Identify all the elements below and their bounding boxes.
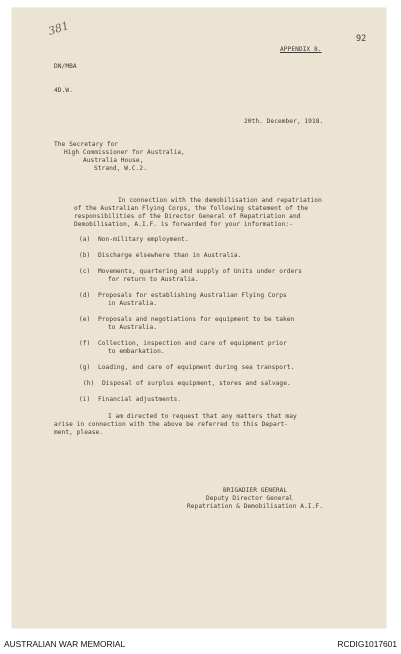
item-letter: (b) [79,252,91,259]
document-page [12,8,386,628]
item-text: Proposals for establishing Australian Flying Corps [98,292,287,299]
paragraph-line: responsibilities of the Director General of Repatriation and [74,213,301,220]
signature-title: Deputy Director General [206,495,293,502]
signature-rank: BRIGADIER GENERAL [223,487,288,494]
paragraph-line: I am directed to request that any matters that may [108,413,297,420]
reference-1: DN/MBA [54,63,77,70]
letter-date: 20th. December, 1918. [244,118,324,125]
item-text: Movements, quartering and supply of Units under orders [98,268,302,275]
addressee-line: Strand, W.C.2. [94,165,147,172]
paragraph-line: In connection with the demobilisation and repatriation [118,197,322,204]
item-text: Loading, and care of equipment during sea transport. [98,364,295,371]
item-text: to embarkation. [108,348,165,355]
item-text: Financial adjustments. [98,396,182,403]
item-text: Collection, inspection and care of equipment prior [98,340,287,347]
item-letter: (f) [79,340,91,347]
paragraph-line: Demobilisation, A.I.F. is forwarded for your information:- [74,221,293,228]
item-text: for return to Australia. [108,276,199,283]
paragraph-line: ment, please. [54,429,104,436]
item-letter: (i) [79,396,91,403]
folio-number: 381 [46,19,71,38]
signature-department: Repatriation & Demobilisation A.I.F. [187,503,323,510]
item-letter: (e) [79,316,91,323]
reference-2: 4D.W. [54,87,73,94]
item-text: in Australia. [108,300,158,307]
item-text: to Australia. [108,324,158,331]
paragraph-line: of the Australian Flying Corps, the following statement of the [74,205,309,212]
item-letter: (g) [79,364,91,371]
item-letter: (h) [83,380,95,387]
item-letter: (d) [79,292,91,299]
appendix-label: APPENDIX 8. [280,46,322,53]
item-letter: (c) [79,268,91,275]
paragraph-line: arise in connection with the above be referred to this Depart- [54,421,289,428]
item-text: Proposals and negotiations for equipment to be taken [98,316,295,323]
item-text: Discharge elsewhere than in Australia. [98,252,242,259]
page-number: 92 [356,34,367,44]
item-letter: (a) [79,236,91,243]
footer-institution: AUSTRALIAN WAR MEMORIAL [4,639,126,649]
footer-record-id: RCDIG1017601 [337,639,397,649]
item-text: Non-military employment. [98,236,189,243]
item-text: Disposal of surplus equipment, stores and salvage. [102,380,291,387]
addressee-line: Australia House, [83,157,144,164]
addressee-line: The Secretary for [54,141,119,148]
addressee-line: High Commissioner for Australia, [64,149,185,156]
